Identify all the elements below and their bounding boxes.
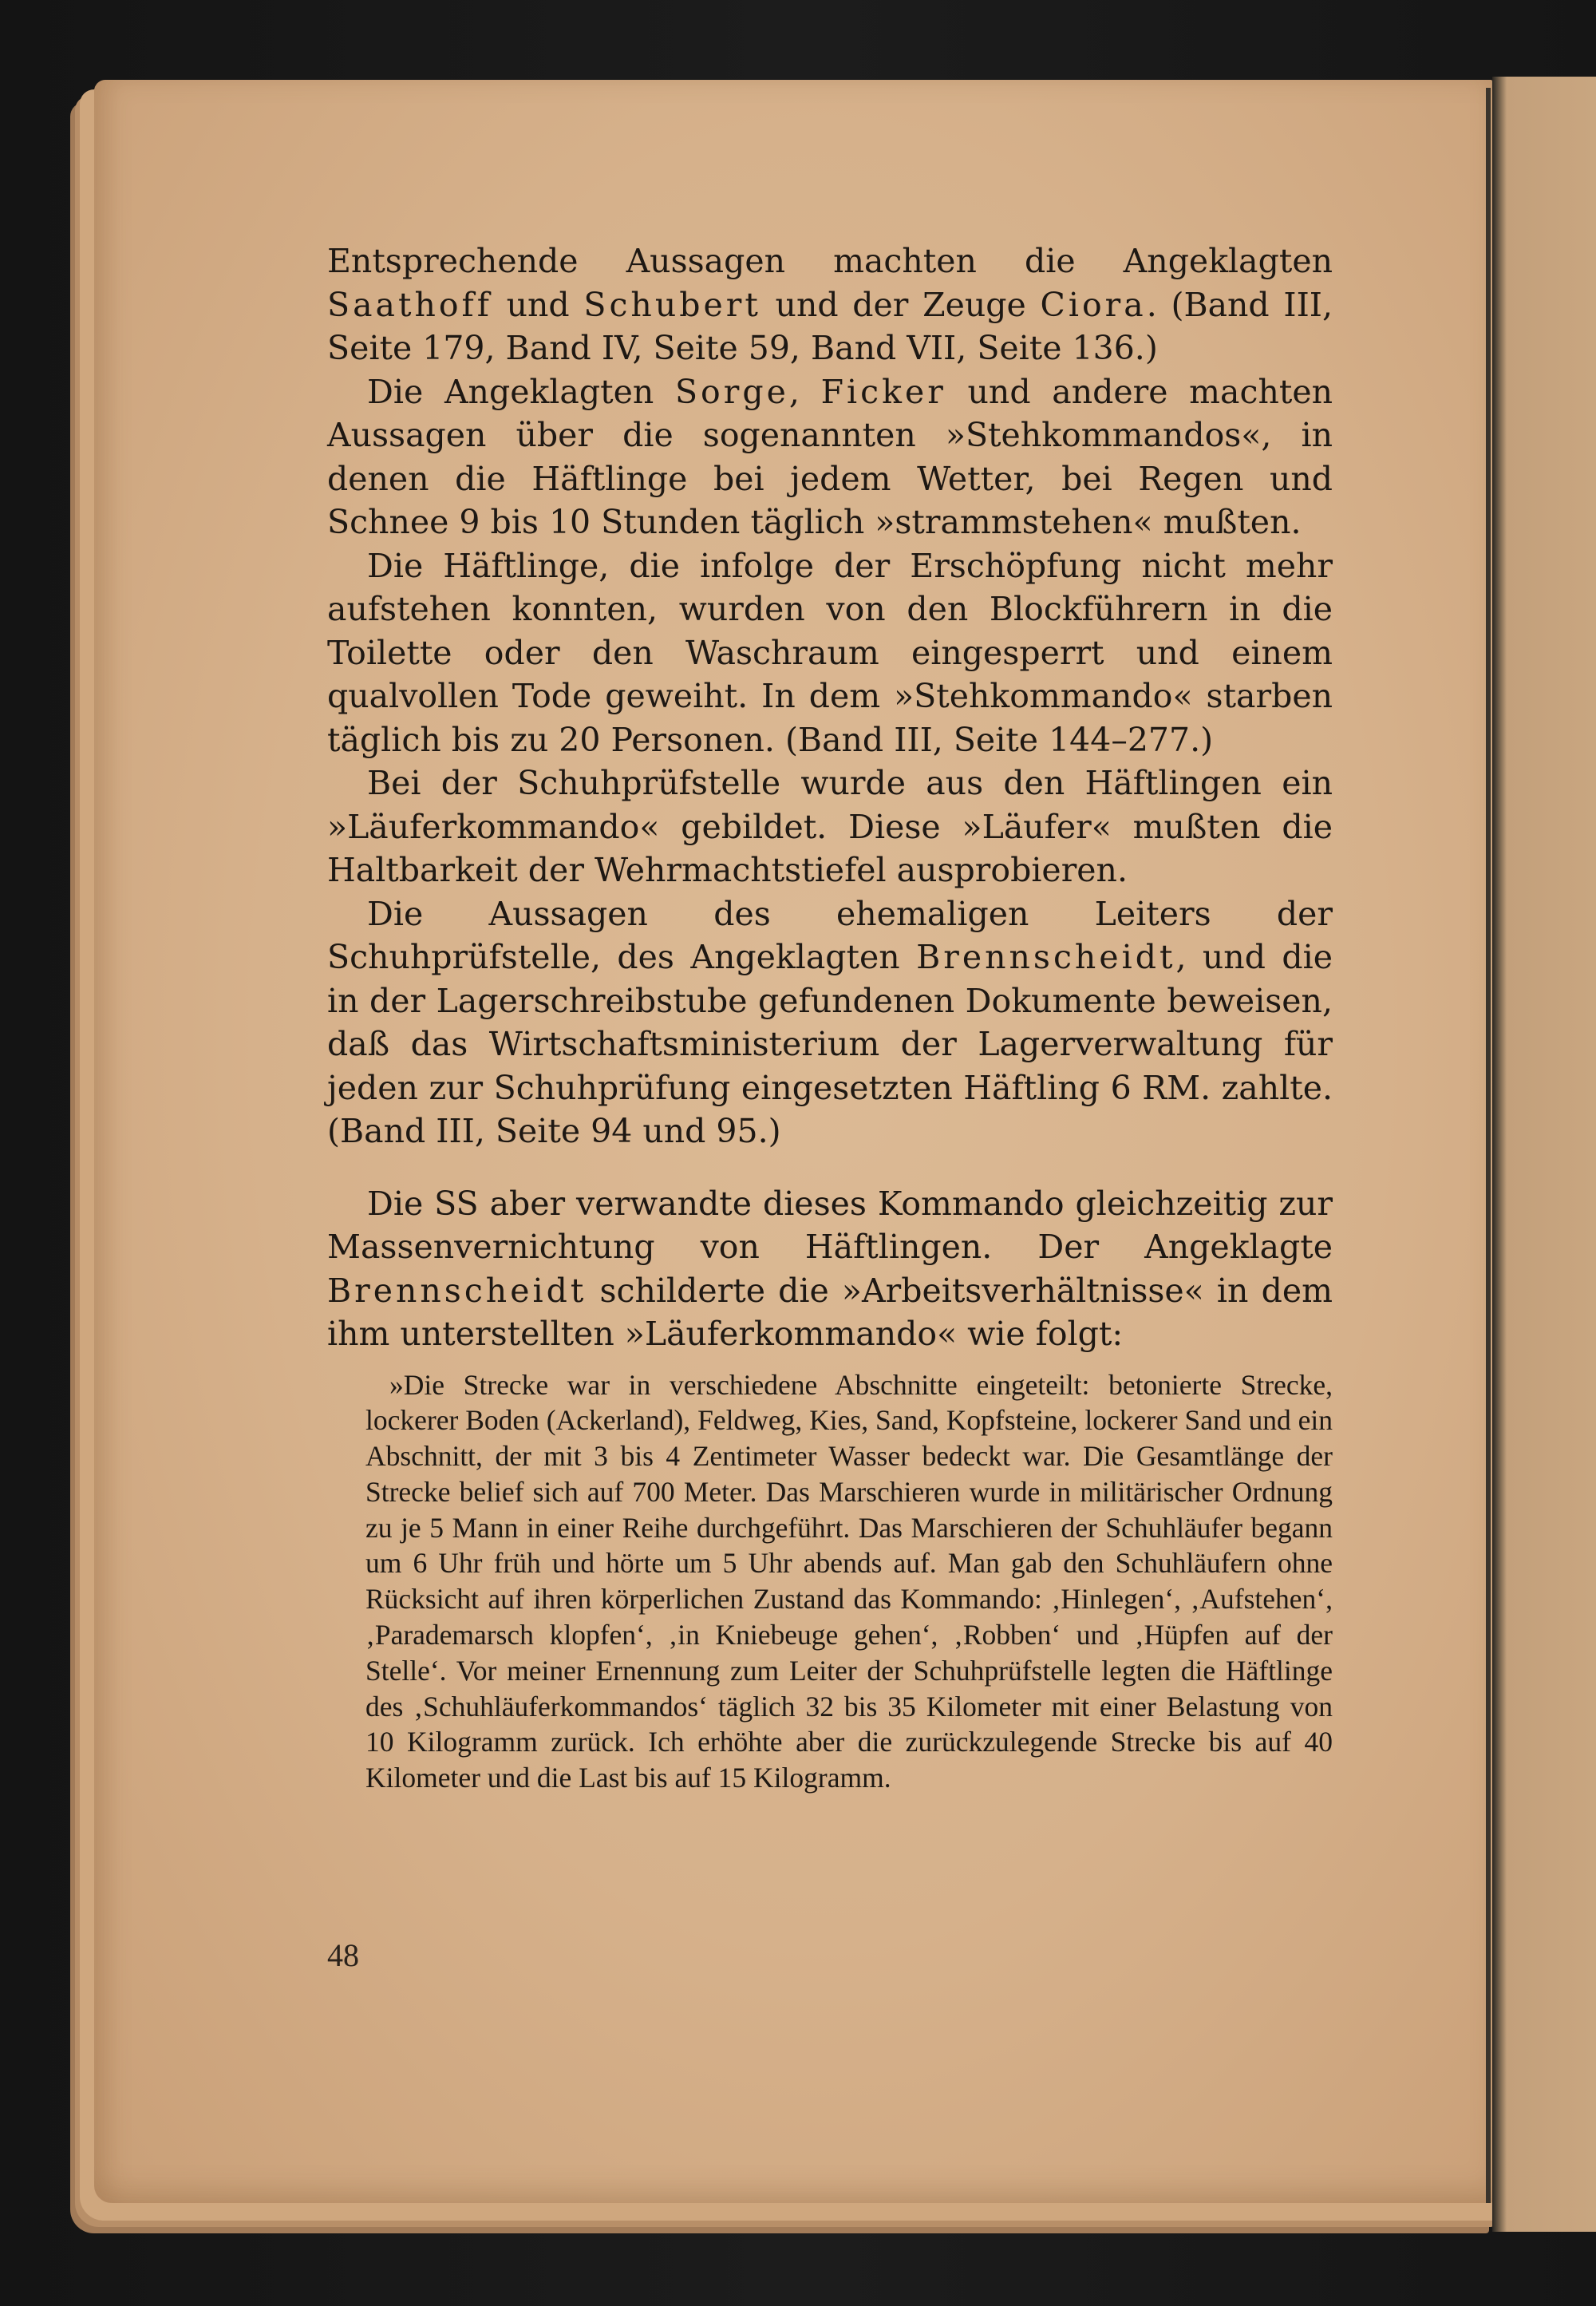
paragraph-4: Bei der Schuhprüfstelle wurde aus den Häftlingen ein »Läuferkommando« gebildet. Diese »Läufer« mußten die Haltbarkeit der Wehrmachtstiefel ausprobieren. <box>327 764 1333 889</box>
paragraph-2: Die Angeklagten Sorge, Ficker und andere machten Aussagen über die sogenannten »Stehkommandos«, in denen die Häftlinge bei jedem Wetter, bei Regen und Schnee 9 bis 10 Stunden täglich »strammstehen« mußten. <box>327 372 1333 541</box>
book-spine <box>1486 88 1491 2203</box>
paragraph-5: Die Aussagen des ehemaligen Leiters der Schuhprüfstelle, des Angeklagten Brennscheidt, und die in der Lagerschreibstube gefundenen Dokumente beweisen, daß das Wirtschaftsministerium der Lagerverwaltung für jeden zur Schuhprüfung eingesetzten Häftling 6 RM. zahlte. (Band III, Seite 94 und 95.) <box>327 894 1333 1150</box>
paragraph-3: Die Häftlinge, die infolge der Erschöpfung nicht mehr aufstehen konnten, wurden von den Blockführern in die Toilette oder den Waschraum eingesperrt und einem qualvollen Tode geweiht. In dem »Stehkommando« starben täglich bis zu 20 Personen. (Band III, Seite 144–277.) <box>327 546 1333 759</box>
next-page-edge <box>1492 77 1596 2232</box>
page-text <box>327 239 1333 1796</box>
block-quote: »Die Strecke war in verschiedene Abschnitte eingeteilt: betonierte Strecke, lockerer Boden (Ackerland), Feldweg, Kies, Sand, Kopfsteine, lockerer Sand und ein Abschnitt, der mit 3 bis 4 Zentimeter Wasser bedeckt war. Die Gesamtlänge der Strecke belief sich auf 700 Meter. Das Marschieren wurde in militärischer Ordnung zu je 5 Mann in einer Reihe durchgeführt. Das Marschieren der Schuhläufer begann um 6 Uhr früh und hörte um 5 Uhr abends auf. Man gab den Schuhläufern ohne Rücksicht auf ihren körperlichen Zustand das Kommando: ‚Hinlegen‘, ‚Aufstehen‘, ‚Parademarsch klopfen‘, ‚in Kniebeuge gehen‘, ‚Robben‘ und ‚Hüpfen auf der Stelle‘. Vor meiner Ernennung zum Leiter der Schuhprüfstelle legten die Häftlinge des ‚Schuhläuferkommandos‘ täglich 32 bis 35 Kilometer mit einer Belastung von 10 Kilogramm zurück. Ich erhöhte aber die zurückzulegende Strecke bis auf 40 Kilometer und die Last bis auf 15 Kilogramm. <box>365 1368 1333 1794</box>
paragraph-6: Die SS aber verwandte dieses Kommando gleichzeitig zur Massenvernichtung von Häftlingen. Der Angeklagte Brennscheidt schilderte die »Arbeitsverhältnisse« in dem ihm unterstellten »Läuferkommando« wie folgt: <box>327 1184 1333 1353</box>
paragraph-1: Entsprechende Aussagen machten die Angeklagten Saathoff und Schubert und der Zeuge Ciora. (Band III, Seite 179, Band IV, Seite 59, Band VII, Seite 136.) <box>327 242 1333 367</box>
page-number: 48 <box>327 1937 359 1973</box>
